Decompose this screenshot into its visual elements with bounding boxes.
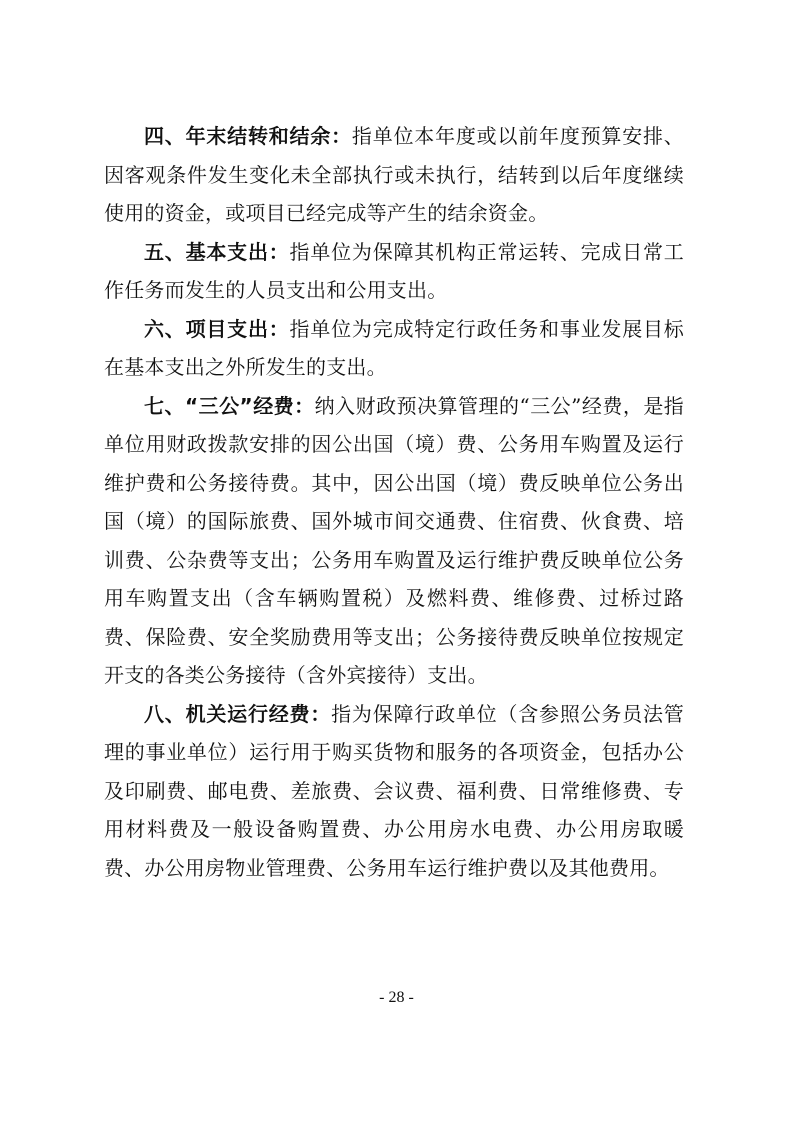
paragraph-carryover-balance bbox=[104, 117, 684, 233]
paragraph-operating-expenses bbox=[104, 695, 684, 888]
term-carryover-balance: 四、年末结转和结余： bbox=[144, 124, 352, 148]
paragraph-basic-expenditure bbox=[104, 233, 684, 310]
term-operating-expenses: 八、机关运行经费： bbox=[144, 701, 332, 726]
definition-carryover-balance: 指单位本年度或以前年度预算安排、因客观条件发生变化未全部执行或未执行，结转到以后年度继续使用的资金，或项目已经完成等产生的结余资金。 bbox=[104, 124, 684, 225]
body-text bbox=[104, 117, 684, 887]
paragraph-project-expenditure bbox=[104, 310, 684, 387]
definition-operating-expenses: 指为保障行政单位（含参照公务员法管理的事业单位）运行用于购买货物和服务的各项资金，包括办公及印刷费、邮电费、差旅费、会议费、福利费、日常维修费、专用材料费及一般设备购置费、办公用房水电费、办公用房取暖费、办公用房物业管理费、公务用车运行维护费以及其他费用。 bbox=[104, 701, 684, 880]
term-three-public-expenses: 七、“三公”经费： bbox=[144, 393, 315, 418]
paragraph-three-public-expenses bbox=[104, 387, 684, 695]
definition-three-public-expenses: 纳入财政预决算管理的“三公”经费，是指单位用财政拨款安排的因公出国（境）费、公务用车购置及运行维护费和公务接待费。其中，因公出国（境）费反映单位公务出国（境）的国际旅费、国外城市间交通费、住宿费、伙食费、培训费、公杂费等支出；公务用车购置及运行维护费反映单位公务用车购置支出（含车辆购置税）及燃料费、维修费、过桥过路费、保险费、安全奖励费用等支出；公务接待费反映单位按规定开支的各类公务接待（含外宾接待）支出。 bbox=[104, 393, 685, 687]
term-basic-expenditure: 五、基本支出： bbox=[144, 239, 290, 264]
definition-project-expenditure: 指单位为完成特定行政任务和事业发展目标在基本支出之外所发生的支出。 bbox=[104, 316, 684, 379]
page-number: - 28 - bbox=[379, 989, 414, 1006]
term-project-expenditure: 六、项目支出： bbox=[144, 316, 290, 341]
definition-basic-expenditure: 指单位为保障其机构正常运转、完成日常工作任务而发生的人员支出和公用支出。 bbox=[104, 239, 684, 302]
